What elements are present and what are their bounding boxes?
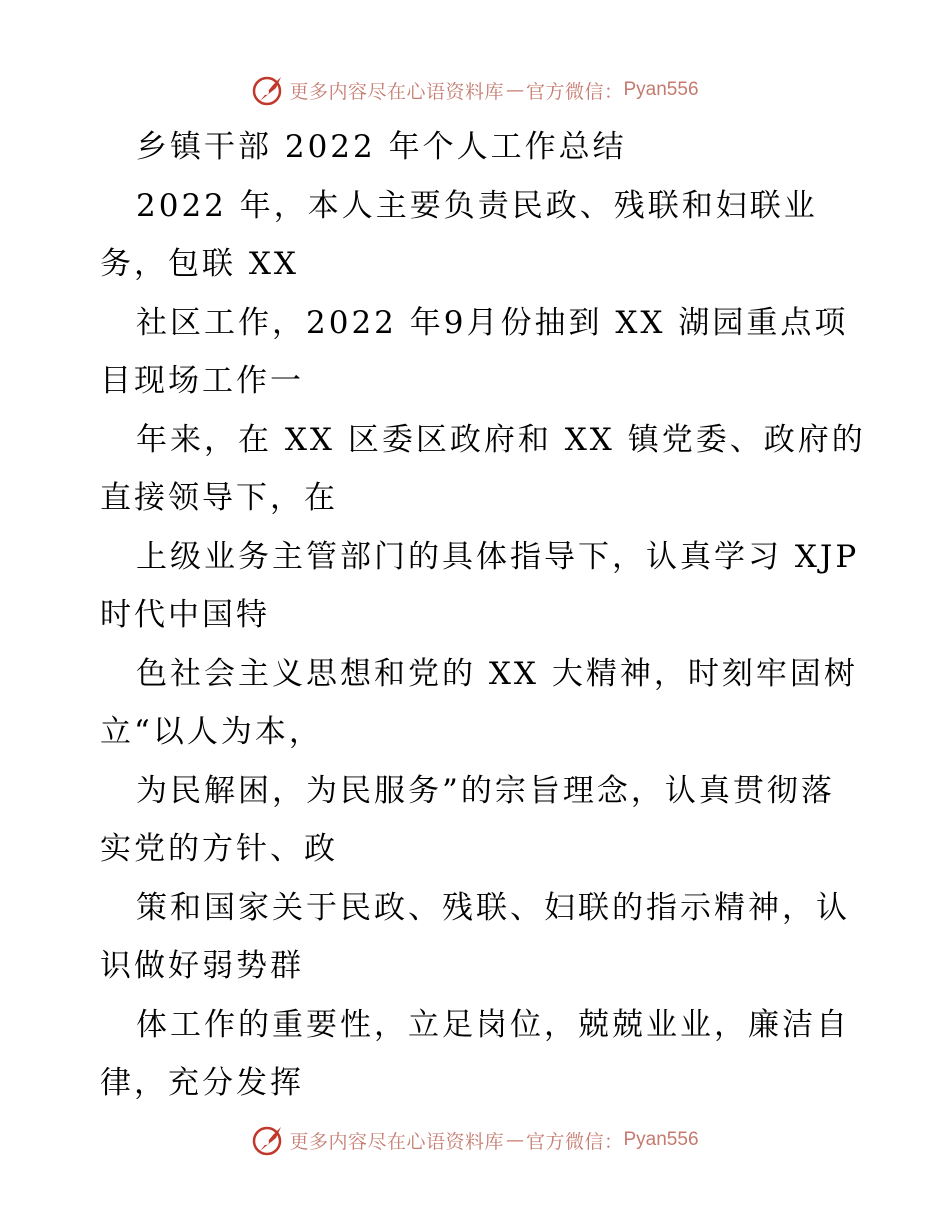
header-promo-text: 更多内容尽在心语资料库: [289, 80, 504, 103]
header-contact-id: Pyan556: [623, 79, 699, 100]
document-body: [100, 118, 870, 1113]
footer-banner: [0, 1123, 950, 1157]
paragraph-line: 策和国家关于民政、残联、妇联的指示精神，认: [136, 889, 850, 926]
header-dash: —: [505, 79, 524, 101]
paragraph-line: 色社会主义思想和党的 XX 大精神，时刻牢固树: [136, 655, 858, 692]
paragraph-line: 律，充分发挥: [100, 1065, 304, 1101]
paragraph-line: 年来，在 XX 区委区政府和 XX 镇党委、政府的: [136, 421, 866, 458]
paragraph-line: 务，包联 XX: [100, 246, 299, 282]
footer-promo-text: 更多内容尽在心语资料库: [289, 1130, 504, 1153]
footer-contact-id: Pyan556: [623, 1129, 699, 1150]
paragraph-line: 为民解困，为民服务”的宗旨理念，认真贯彻落: [136, 772, 835, 809]
document-title: 乡镇干部 2022 年个人工作总结: [136, 129, 627, 165]
paragraph-line: 识做好弱势群: [100, 948, 304, 984]
paragraph-line: 实党的方针、政: [100, 831, 338, 867]
paragraph-line: 2022 年，本人主要负责民政、残联和妇联业: [136, 187, 818, 224]
header-contact-label: 官方微信：: [525, 80, 624, 103]
footer-contact-label: 官方微信：: [525, 1130, 624, 1153]
footer-dash: —: [505, 1129, 524, 1151]
paragraph-line: 目现场工作一: [100, 363, 304, 399]
header-banner: [0, 73, 950, 107]
paragraph-line: 时代中国特: [100, 597, 270, 633]
paragraph-line: 社区工作，2022 年9月份抽到 XX 湖园重点项: [136, 304, 849, 341]
quill-pen-logo-icon: [251, 73, 285, 107]
paragraph-line: 直接领导下，在: [100, 480, 338, 516]
quill-pen-logo-icon: [251, 1123, 285, 1157]
paragraph-line: 立“以人为本，: [100, 714, 323, 750]
paragraph-line: 上级业务主管部门的具体指导下，认真学习 XJP: [136, 538, 860, 575]
paragraph-line: 体工作的重要性，立足岗位，兢兢业业，廉洁自: [136, 1006, 850, 1043]
